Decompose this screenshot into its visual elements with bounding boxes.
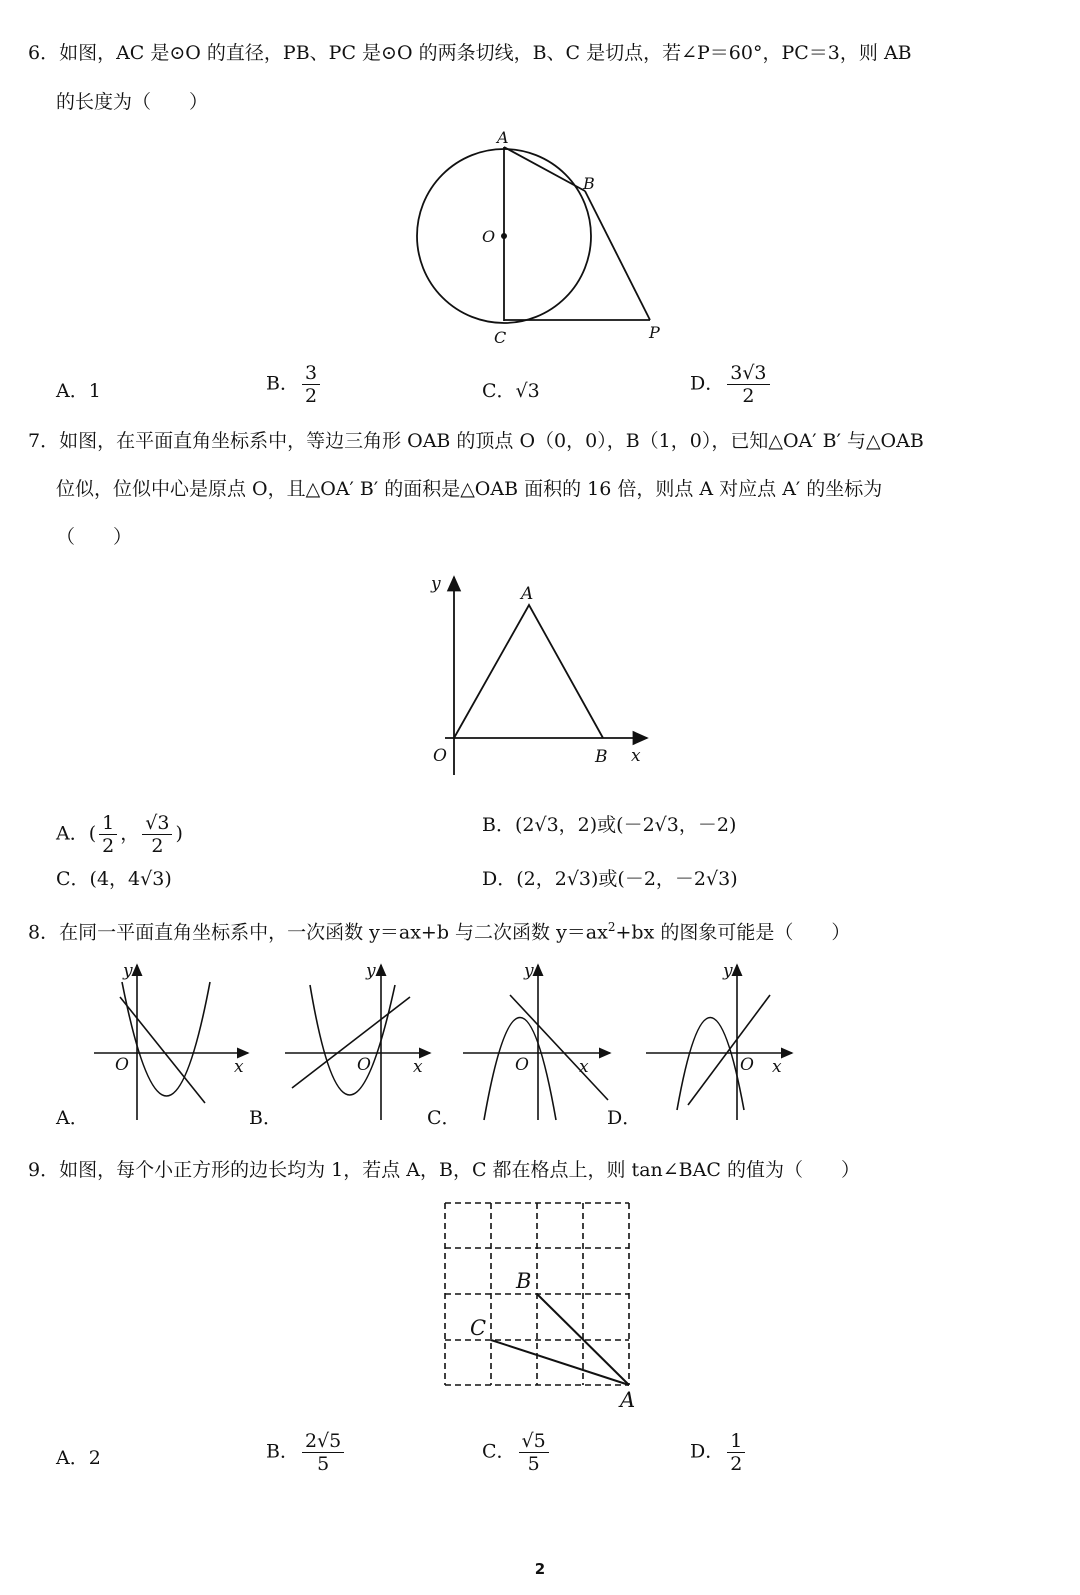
q9-option-c-fraction: $\frac{√5}{5}$ bbox=[519, 1430, 549, 1475]
q8-graph-b-label-x: x bbox=[413, 1057, 423, 1077]
q7-option-a-fraction-x: $\frac{1}{2}$ bbox=[99, 812, 117, 857]
q8-option-a[interactable]: A． bbox=[56, 1107, 89, 1129]
q9-option-d[interactable]: D． $\frac{1}{2}$ bbox=[690, 1430, 748, 1475]
q8-graph-d-label-o: O bbox=[740, 1055, 754, 1075]
q7-stem-line3: （ ） bbox=[56, 526, 133, 548]
q9-option-c[interactable]: C． $\frac{√5}{5}$ bbox=[482, 1430, 552, 1475]
q8-option-c[interactable]: C． bbox=[427, 1107, 461, 1129]
q9-option-d-fraction: $\frac{1}{2}$ bbox=[727, 1430, 745, 1475]
q6-option-b[interactable]: B． $\frac{3}{2}$ bbox=[266, 362, 323, 407]
q8-graph-c bbox=[463, 961, 610, 1120]
q8-graph-c-label-o: O bbox=[515, 1055, 529, 1075]
q7-triangle-oab bbox=[454, 605, 603, 738]
q7-figure bbox=[425, 565, 665, 780]
q8-graph-b-line bbox=[292, 997, 410, 1088]
q8-graph-d-label-x: x bbox=[772, 1057, 782, 1077]
q9-label-b: B bbox=[516, 1269, 532, 1293]
q7-option-a-fraction-y: $\frac{√3}{2}$ bbox=[142, 812, 172, 857]
q9-option-b-fraction: $\frac{2√5}{5}$ bbox=[302, 1430, 344, 1475]
q6-label-b: B bbox=[583, 174, 595, 193]
q6-option-d[interactable]: D． $\frac{3√3}{2}$ bbox=[690, 362, 773, 407]
q8-graph-a-line bbox=[120, 997, 205, 1103]
q7-stem-line2: 位似，位似中心是原点 O，且△OA′ B′ 的面积是△OAB 面积的 16 倍，则点 A 对应点 A′ 的坐标为 bbox=[56, 478, 883, 500]
q6-option-a[interactable]: A．1 bbox=[56, 380, 101, 402]
q7-option-d[interactable]: D．(2，2√3)或(－2，－2√3) bbox=[482, 868, 738, 890]
q6-figure bbox=[405, 125, 685, 355]
page-number: 2 bbox=[534, 1560, 546, 1578]
q8-graph-a bbox=[94, 961, 248, 1120]
q8-graph-a-parabola bbox=[122, 982, 210, 1096]
q8-graph-b-parabola bbox=[310, 985, 395, 1095]
q6-center-dot bbox=[501, 233, 507, 239]
q8-option-d[interactable]: D． bbox=[607, 1107, 642, 1129]
q6-option-c[interactable]: C．√3 bbox=[482, 380, 540, 402]
q9-stem: 9．如图，每个小正方形的边长均为 1，若点 A，B，C 都在格点上，则 tan∠BAC 的值为（ ） bbox=[28, 1159, 860, 1181]
q6-segment-ab bbox=[504, 147, 585, 191]
q6-option-d-fraction: $\frac{3√3}{2}$ bbox=[727, 362, 769, 407]
q8-graph-b-label-o: O bbox=[357, 1055, 371, 1075]
q8-graph-d bbox=[646, 961, 792, 1120]
q8-graph-b-label-y: y bbox=[366, 961, 376, 981]
q8-graph-d-label-y: y bbox=[723, 961, 733, 981]
q9-label-c: C bbox=[470, 1316, 487, 1340]
q7-stem-line1: 7．如图，在平面直角坐标系中，等边三角形 OAB 的顶点 O（0，0），B（1，0），已知△OA′ B′ 与△OAB bbox=[28, 430, 924, 452]
q7-label-x: x bbox=[631, 746, 641, 766]
q9-option-b[interactable]: B． $\frac{2√5}{5}$ bbox=[266, 1430, 347, 1475]
q8-option-b[interactable]: B． bbox=[249, 1107, 282, 1129]
q8-graph-a-label-y: y bbox=[123, 961, 133, 981]
q7-label-b: B bbox=[595, 747, 608, 767]
q9-segment-ac bbox=[491, 1340, 629, 1385]
q8-graph-c-label-x: x bbox=[579, 1057, 589, 1077]
q6-tangent-pb bbox=[585, 191, 650, 320]
q8-stem: 8．在同一平面直角坐标系中，一次函数 y＝ax+b 与二次函数 $y=ax^2+bx$ 的图象可能是（ ） bbox=[28, 920, 851, 944]
q6-label-p: P bbox=[649, 323, 660, 342]
q8-graph-c-label-y: y bbox=[524, 961, 534, 981]
q6-stem-line2: 的长度为（ ） bbox=[56, 91, 209, 113]
q7-option-a[interactable]: A．( $\frac{1}{2}$ ， $\frac{√3}{2}$ ) bbox=[56, 812, 183, 857]
q6-stem-line1: 6．如图，AC 是⊙O 的直径，PB、PC 是⊙O 的两条切线，B、C 是切点，若∠P＝60°，PC＝3，则 AB bbox=[28, 42, 912, 64]
q8-graph-a-label-o: O bbox=[115, 1055, 129, 1075]
q7-label-y: y bbox=[431, 574, 441, 594]
q7-option-b[interactable]: B．(2√3，2)或(－2√3，－2) bbox=[482, 814, 737, 836]
q8-graph-d-parabola bbox=[677, 1018, 744, 1111]
q6-label-c: C bbox=[494, 328, 507, 347]
q8-graph-b bbox=[285, 961, 430, 1120]
q8-graph-d-line bbox=[688, 995, 770, 1105]
q6-label-a: A bbox=[497, 128, 509, 147]
q8-graph-a-label-x: x bbox=[234, 1057, 244, 1077]
q6-label-o: O bbox=[482, 227, 496, 246]
q7-label-o: O bbox=[433, 746, 447, 766]
q7-label-a: A bbox=[521, 584, 534, 604]
q8-graph-c-line bbox=[510, 995, 608, 1100]
q7-option-c[interactable]: C．(4，4√3) bbox=[56, 868, 172, 890]
q9-label-a: A bbox=[620, 1388, 636, 1412]
q6-option-b-fraction: $\frac{3}{2}$ bbox=[302, 362, 320, 407]
q9-figure bbox=[430, 1195, 660, 1420]
q9-option-a[interactable]: A．2 bbox=[56, 1447, 101, 1469]
